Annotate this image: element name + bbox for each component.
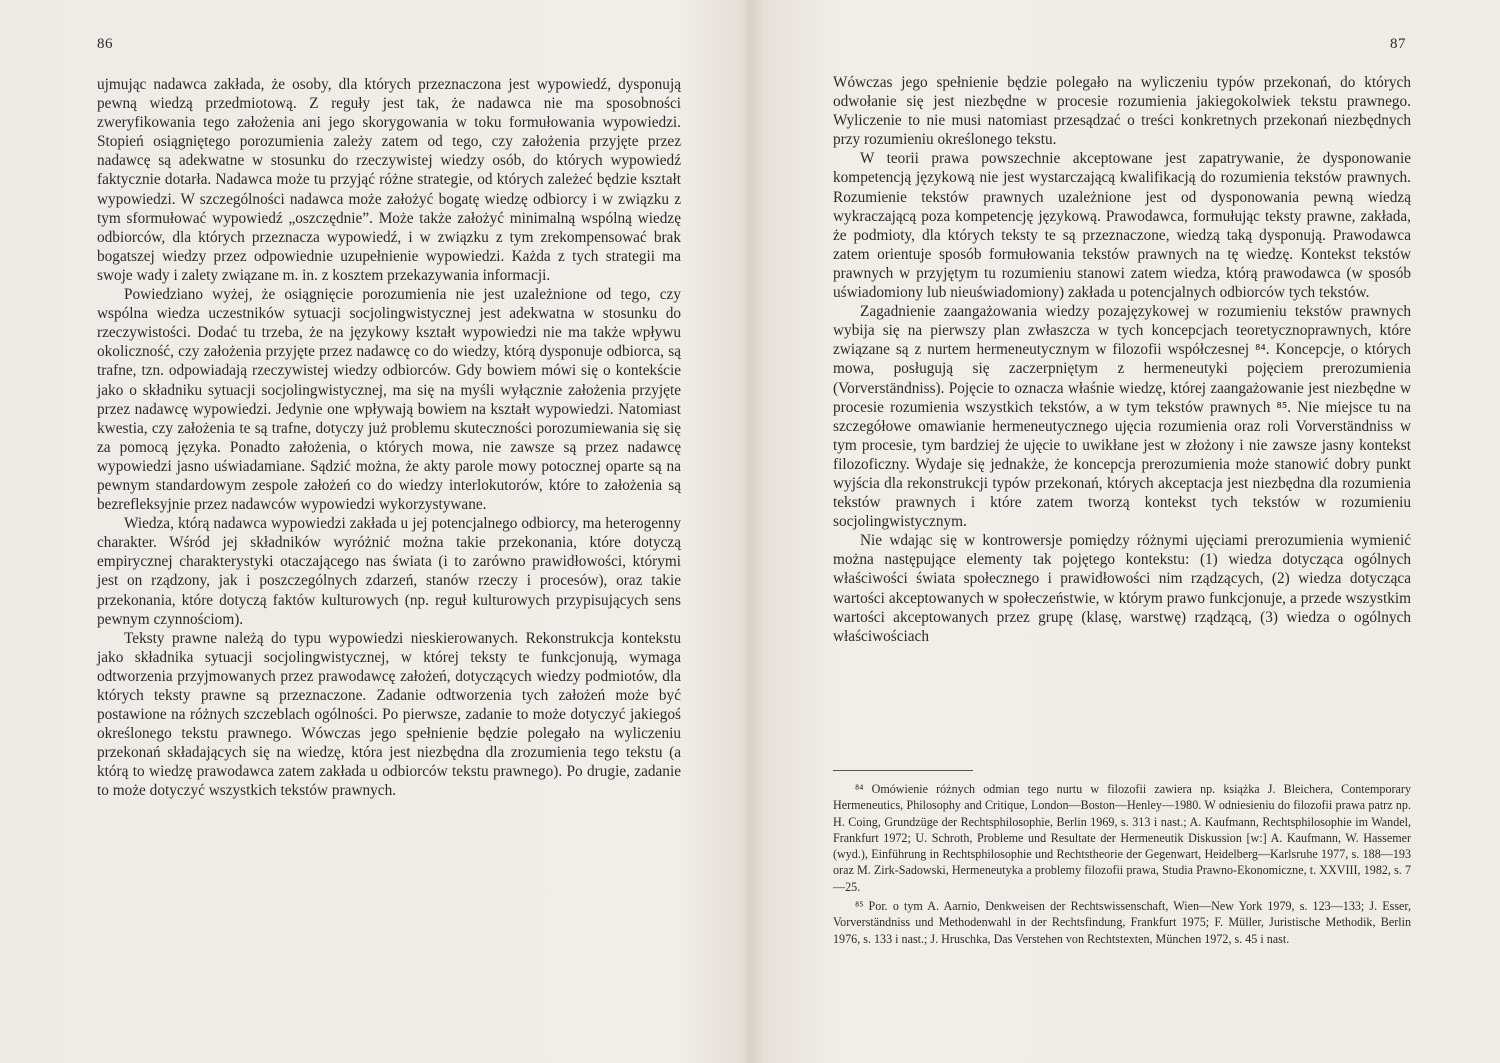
footnote-84: ⁸⁴ Omówienie różnych odmian tego nurtu w filozofii zawiera np. książka J. Bleichera, Contemporary Hermeneutics, Philosophy and Critique, London—Boston—Henley—1980. W odniesieniu do filozofii prawa patrz np. H. Coing, Grundzüge der Rechtsphilosophie, Berlin 1969, s. 313 i nast.; A. Kaufmann, Rechtsphilosophie im Wandel, Frankfurt 1972; U. Schroth, Probleme und Resultate der Hermeneutik Diskussion [w:] A. Kaufmann, W. Hassemer (wyd.), Einführung in Rechtsphilosophie und Rechtstheorie der Gegenwart, Heidelberg—Karlsruhe 1977, s. 188—193 oraz M. Zirk-Sadowski, Hermeneutyka a problemy filozofii prawa, Studia Prawno-Ekonomiczne, t. XXVIII, 1982, s. 7—25.	[833, 782, 1411, 894]
paragraph: Wówczas jego spełnienie będzie polegało na wyliczeniu typów przekonań, do których odwołanie się jest niezbędne w procesie rozumienia jakiegokolwiek tekstu prawnego. Wyliczenie to nie musi natomiast przesądzać o treści konkretnych przekonań niezbędnych przy rozumieniu określonego tekstu.	[833, 74, 1411, 149]
paragraph: Teksty prawne należą do typu wypowiedzi nieskierowanych. Rekonstrukcja kontekstu jako składnika sytuacji socjolingwistycznej, w której teksty te funkcjonują, wymaga odtworzenia przyjmowanych przez prawodawcę założeń, dotyczących wiedzy podmiotów, dla których teksty prawne są przeznaczone. Zadanie odtworzenia tych założeń może być postawione na różnych szczeblach ogólności. Po pierwsze, zadanie to może dotyczyć jakiegoś określonego tekstu prawnego. Wówczas jego spełnienie będzie polegało na wyliczeniu przekonań składających się na wiedzę, która jest niezbędna dla zrozumienia tego tekstu (a którą to wiedzę prawodawca zatem zakłada u odbiorców tekstu prawnego). Po drugie, zadanie to może dotyczyć wszystkich tekstów prawnych.	[97, 629, 681, 800]
right-page	[750, 0, 1500, 1063]
left-page-body	[97, 75, 681, 801]
footnotes	[833, 781, 1411, 950]
footnote-divider	[833, 770, 973, 771]
paragraph: W teorii prawa powszechnie akceptowane jest zapatrywanie, że dysponowanie kompetencją językową nie jest wystarczającą kwalifikacją do rozumienia tekstów prawnych. Rozumienie tekstów prawnych uzależnione jest od dysponowania pewną wiedzą wykraczającą poza kompetencję językową. Prawodawca, formułując teksty prawne, zakłada, że podmioty, dla których teksty te są przeznaczone, wiedzą taką dysponują. Prawodawca zatem orientuje sposób formułowania tekstów prawnych na tę wiedzę. Kontekst tekstów prawnych w przyjętym tu rozumieniu stanowi zatem wiedza, którą prawodawca (w sposób uświadomiony lub nieuświadomiony) zakłada u potencjalnych odbiorców tych tekstów.	[833, 150, 1411, 302]
paragraph: Powiedziano wyżej, że osiągnięcie porozumienia nie jest uzależnione od tego, czy wspólna wiedza uczestników sytuacji socjolingwistycznej jest adekwatna w stosunku do rzeczywistości. Dodać tu trzeba, że na językowy kształt wypowiedzi nie ma także wpływu okoliczność, czy założenia przyjęte przez nadawcę co do wiedzy, którą dysponuje odbiorca, są trafne, tzn. odpowiadają rzeczywistej wiedzy odbiorców. Gdy bowiem mówi się o kontekście jako o składniku sytuacji socjolingwistycznej, ma się na myśli wyłącznie założenia przyjęte przez nadawcę wypowiedzi. Jedynie one wpływają bowiem na kształt wypowiedzi. Natomiast kwestia, czy założenia te są trafne, dotyczy już problemu skuteczności porozumiewania się się za pomocą języka. Ponadto założenia, o których mowa, nie zawsze są przez nadawcę wypowiedzi jasno uświadamiane. Sądzić można, że akty parole mowy potocznej oparte są na pewnym standardowym zespole założeń co do wiedzy interlokutorów, które to założenia są bezrefleksyjnie przez nadawców wypowiedzi wykorzystywane.	[97, 286, 681, 514]
page-number-right: 87	[1390, 36, 1406, 52]
paragraph: Wiedza, którą nadawca wypowiedzi zakłada u jej potencjalnego odbiorcy, ma heterogenny charakter. Wśród jej składników wyróżnić można takie przekonania, które dotyczą empirycznej charakterystyki otaczającego nas świata (i to zarówno prawidłowości, którymi jest on rządzony, jak i poszczególnych zdarzeń, stanów rzeczy i procesów), oraz takie przekonania, które dotyczą faktów kulturowych (np. reguł kulturowych przypisujących sens pewnym czynnościom).	[97, 515, 681, 628]
right-page-body	[833, 73, 1411, 646]
paragraph: Zagadnienie zaangażowania wiedzy pozajęzykowej w rozumieniu tekstów prawnych wybija się na pierwszy plan zwłaszcza w tych koncepcjach teoretycznoprawnych, które związane są z nurtem hermeneutycznym w filozofii współczesnej ⁸⁴. Koncepcje, o których mowa, posługują się zaczerpniętym z hermeneutyki pojęciem prerozumienia (Vorverständniss). Pojęcie to oznacza właśnie wiedzę, której zaangażowanie jest niezbędne w procesie rozumienia wszystkich tekstów, a w tym tekstów prawnych ⁸⁵. Nie miejsce tu na szczegółowe omawianie hermeneutycznego ujęcia rozumienia oraz roli Vorverständniss w tym procesie, tym bardziej że ujęcie to uwikłane jest w złożony i nie zawsze jasny kontekst filozoficzny. Wydaje się jednakże, że koncepcja prerozumienia może stanowić dobry punkt wyjścia dla rekonstrukcji typów przekonań, których akceptacja jest niezbędna dla rozumienia tekstów prawnych i które zatem tworzą kontekst tych tekstów w rozumieniu socjolingwistycznym.	[833, 303, 1411, 531]
footnote-85: ⁸⁵ Por. o tym A. Aarnio, Denkweisen der Rechtswissenschaft, Wien—New York 1979, s. 123—133; J. Esser, Vorverständniss und Methodenwahl in der Rechtsfindung, Frankfurt 1975; F. Müller, Juristische Methodik, Berlin 1976, s. 133 i nast.; J. Hruschka, Das Verstehen von Rechtstexten, München 1972, s. 45 i nast.	[833, 899, 1411, 946]
paragraph: ujmując nadawca zakłada, że osoby, dla których przeznaczona jest wypowiedź, dysponują pewną wiedzą przedmiotową. Z reguły jest tak, że nadawca nie ma sposobności zweryfikowania tego założenia ani jego skorygowania w toku formułowania wypowiedzi. Stopień osiągniętego porozumienia zależy zatem od tego, czy założenia przyjęte przez nadawcę są adekwatne w stosunku do rzeczywistej wiedzy osób, do których wypowiedź faktycznie dotarła. Nadawca może tu przyjąć różne strategie, od których zależeć będzie kształt wypowiedzi. W szczególności nadawca może założyć bogatę wiedzę odbiorcy i w związku z tym sformułować wypowiedź „oszczędnie”. Może także założyć minimalną wspólną wiedzę odbiorców, dla których przeznacza wypowiedź, i w związku z tym zrekompensować brak bogatszej wiedzy przez odpowiednie uzupełnienie wypowiedzi. Każda z tych strategii ma swoje wady i zalety związane m. in. z kosztem przekazywania informacji.	[97, 76, 681, 284]
page-number-left: 86	[97, 36, 113, 52]
paragraph: Nie wdając się w kontrowersje pomiędzy różnymi ujęciami prerozumienia wymienić można następujące elementy tak pojętego kontekstu: (1) wiedza dotycząca ogólnych właściwości świata społecznego i prawidłowości nim rządzących, (2) wiedza dotycząca wartości akceptowanych w społeczeństwie, w którym prawo funkcjonuje, a przede wszystkim wartości akceptowanych przez grupę (klasę, warstwę) rządzącą, (3) wiedza o ogólnych właściwościach	[833, 532, 1411, 645]
